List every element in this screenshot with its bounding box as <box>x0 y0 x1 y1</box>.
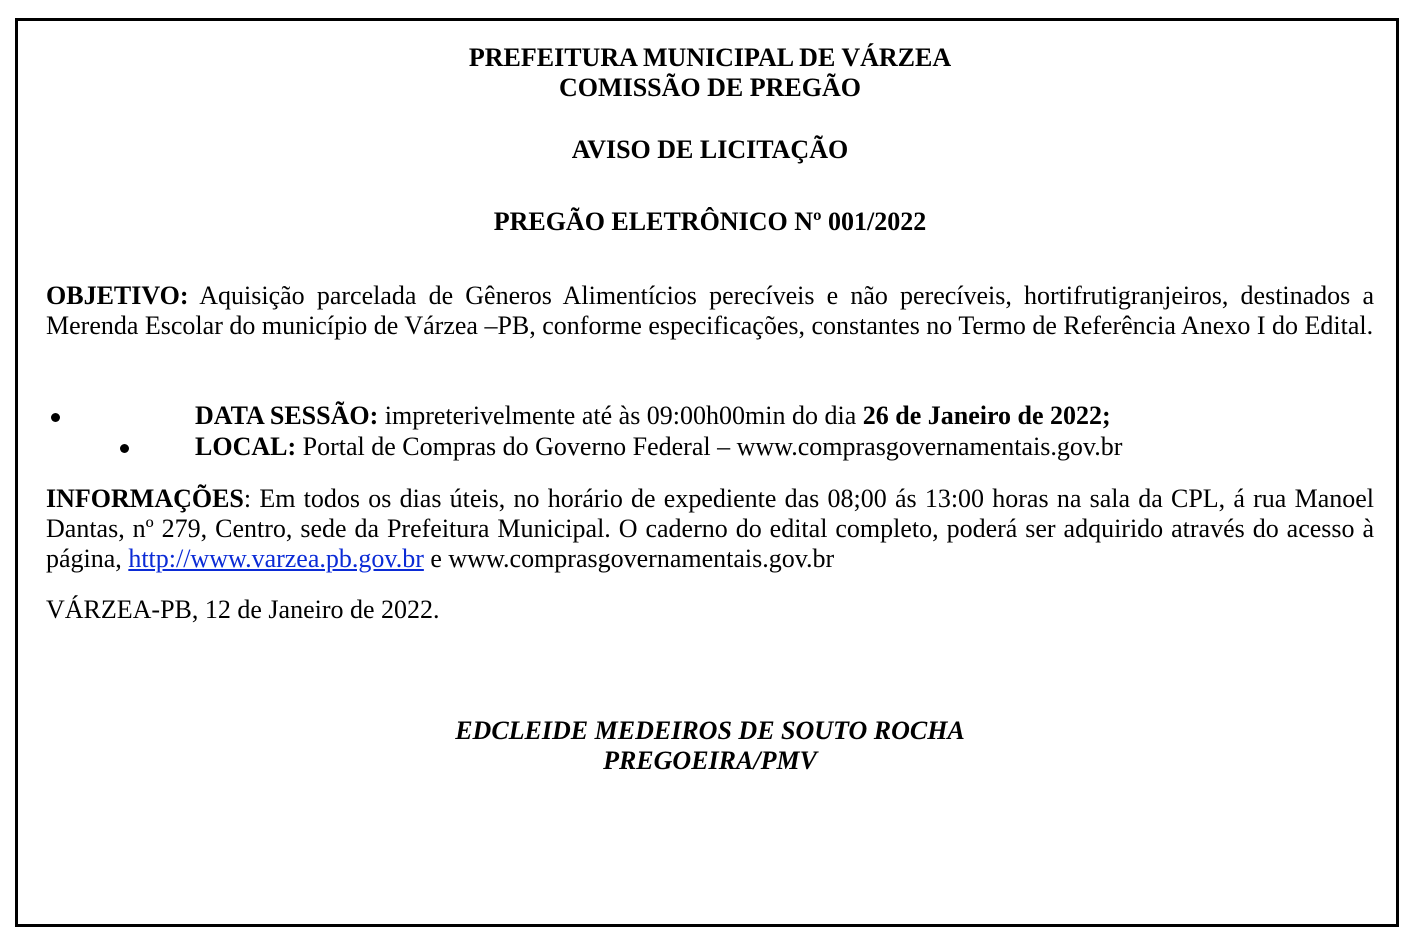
objective-paragraph <box>46 281 1374 341</box>
signature-role: PREGOEIRA/PMV <box>603 746 817 775</box>
session-date: 26 de Janeiro de 2022; <box>862 401 1111 430</box>
signature-name: EDCLEIDE MEDEIROS DE SOUTO ROCHA <box>455 716 965 745</box>
bullet-icon <box>51 413 60 422</box>
information-tail: e www.comprasgovernamentais.gov.br <box>423 544 835 573</box>
location-item <box>195 432 1122 462</box>
objective-text: Aquisição parcelada de Gêneros Alimentícios perecíveis e não perecíveis, hortifrutigranjeiros, destinados a Merenda Escolar do município de Várzea –PB, conforme especificações, constantes no Termo de Referência Anexo I do Edital. <box>46 281 1374 340</box>
information-text: : Em todos os dias úteis, no horário de expediente das 08;00 ás 13:00 horas na sala da CPL, á rua Manoel Dantas, nº 279, Centro, sede da Prefeitura Municipal. O caderno do edital completo, poderá ser adquirido através do acesso à página, <box>46 484 1374 573</box>
municipality-website-link[interactable]: http://www.varzea.pb.gov.br <box>128 544 424 573</box>
location-label: LOCAL: <box>195 432 297 461</box>
header-block <box>46 43 1374 103</box>
place-date: VÁRZEA-PB, 12 de Janeiro de 2022. <box>46 595 440 624</box>
session-text: impreterivelmente até às 09:00h00min do dia <box>378 401 863 430</box>
bullet-icon <box>120 444 129 453</box>
signature-block <box>46 716 1374 776</box>
process-title: PREGÃO ELETRÔNICO Nº 001/2022 <box>493 207 927 236</box>
header-commission: COMISSÃO DE PREGÃO <box>559 73 861 102</box>
notice-title: AVISO DE LICITAÇÃO <box>571 135 849 164</box>
session-item <box>195 401 1111 431</box>
information-label: INFORMAÇÕES <box>46 484 244 513</box>
session-label: DATA SESSÃO: <box>195 401 379 430</box>
objective-label: OBJETIVO: <box>46 281 189 310</box>
information-paragraph <box>46 484 1374 574</box>
header-municipality: PREFEITURA MUNICIPAL DE VÁRZEA <box>468 43 952 72</box>
location-text: Portal de Compras do Governo Federal – www.comprasgovernamentais.gov.br <box>296 432 1123 461</box>
